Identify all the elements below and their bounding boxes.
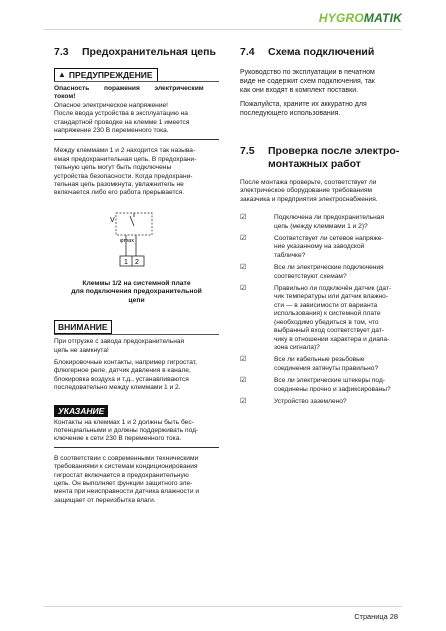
warning-triangle-icon: ▲ bbox=[58, 70, 66, 79]
page-header bbox=[0, 0, 446, 40]
checkbox-icon: ☑ bbox=[240, 397, 247, 405]
checklist-item-line: Соответствует ли сетевое напряже- bbox=[274, 235, 384, 243]
checklist-item-line: зона сигнала)? bbox=[274, 343, 320, 351]
left-column bbox=[54, 46, 219, 505]
circuit-text-line: устройства безопасности. Когда предохрани- bbox=[54, 172, 193, 180]
header-divider bbox=[44, 29, 402, 30]
checkbox-icon: ☑ bbox=[240, 377, 247, 385]
checklist-item-line: Подключена ли предохранительная bbox=[274, 214, 385, 222]
warning-text-line: После ввода устройства в эксплуатацию на bbox=[54, 110, 188, 118]
s75-intro-line: электрическое оборудование требованиям bbox=[240, 187, 373, 195]
checklist-item-line: цепь (между клеммами 1 и 2)? bbox=[274, 222, 368, 230]
checklist-item-line: соединены прочно и зафиксированы? bbox=[274, 385, 391, 393]
final-text-line: В соответствии с современными техническими bbox=[54, 454, 199, 462]
checklist bbox=[240, 214, 405, 406]
s75-title-line: Проверка после электро- bbox=[268, 145, 400, 157]
attention-text-line: цепь не замкнута! bbox=[54, 346, 109, 354]
warning-text-line: напряжение 230 В переменного тока. bbox=[54, 127, 169, 135]
s74-text-line: как они входят в комплект поставки. bbox=[240, 87, 359, 94]
checklist-item-line: чик температуры или датчик влажно- bbox=[274, 293, 389, 301]
checklist-item-line: Все ли электрические штекеры под- bbox=[274, 377, 385, 385]
checkbox-icon: ☑ bbox=[240, 264, 247, 272]
diagram-phi-label: φmax bbox=[120, 237, 134, 244]
terminal-1-label: 1 bbox=[124, 258, 128, 266]
diagram-caption-line: Клеммы 1/2 на системной плате bbox=[82, 279, 191, 287]
final-text-line: мента при неисправности датчика влажности и bbox=[54, 488, 200, 496]
checkbox-icon: ☑ bbox=[240, 235, 247, 243]
contacts-text-line: блокировка воздуха и т.д., устанавливаются bbox=[54, 375, 189, 383]
warning-bold-line-1: Опасность поражения электрическим bbox=[54, 85, 204, 92]
s75-intro-line: заказчика и предприятия электроснабжения. bbox=[240, 195, 378, 203]
page-number: Страница 28 bbox=[354, 612, 398, 621]
section-7-4-heading: 7.4 Схема подключений bbox=[240, 46, 375, 58]
checklist-item-line: сти — в зависимости от варианта bbox=[274, 301, 378, 309]
checklist-item bbox=[240, 377, 405, 394]
checkbox-icon: ☑ bbox=[240, 356, 247, 364]
s74-text-line: Пожалуйста, храните их аккуратно для bbox=[240, 101, 367, 108]
right-column bbox=[240, 46, 405, 410]
checklist-item bbox=[240, 235, 405, 260]
circuit-text-line: емая предохранительная цепь. В предохрани- bbox=[54, 155, 197, 163]
contacts-text-line: последовательно между клеммами 1 и 2. bbox=[54, 384, 181, 392]
checklist-item-line: табличке? bbox=[274, 251, 306, 259]
checklist-item bbox=[240, 264, 405, 281]
section-7-5-heading: 7.5 Проверка после электро- монтажных работ bbox=[240, 145, 400, 170]
circuit-text-line: Между клеммами 1 и 2 находится так называ- bbox=[54, 147, 196, 155]
checklist-item-line: использования) к системной плате bbox=[274, 310, 381, 318]
brand-logo: HYGROMATIK bbox=[318, 11, 402, 25]
checklist-item-line: Все ли кабельные резьбовые bbox=[274, 356, 365, 364]
attention-text-line: При отгрузке с завода предохранительная bbox=[54, 338, 185, 346]
diagram-v-label: V bbox=[110, 216, 115, 224]
checkbox-icon: ☑ bbox=[240, 285, 247, 293]
diagram-caption-line: цепи bbox=[128, 296, 145, 304]
circuit-text-line: включается либо его работа прерывается. bbox=[54, 189, 185, 197]
checklist-item bbox=[240, 214, 405, 231]
warning-text-line: стандартной проводке на клемме 1 имеется bbox=[54, 118, 190, 126]
circuit-text-line: тельную цепь могут быть подключены bbox=[54, 164, 172, 172]
checklist-item-line: Правильно ли подключён датчик (дат- bbox=[274, 285, 392, 293]
warning-bold-line-2: током! bbox=[54, 93, 76, 101]
checklist-item-line: (необходимо убедиться в том, что bbox=[274, 318, 379, 326]
warning-label: ▲ ПРЕДУПРЕЖДЕНИЕ bbox=[54, 68, 158, 82]
diagram-caption-line: для подключения предохранительной bbox=[71, 288, 202, 296]
s75-title-line: монтажных работ bbox=[268, 158, 361, 170]
checklist-item-line: Устройство заземлено? bbox=[274, 397, 347, 405]
s74-text-line: последующего использования. bbox=[240, 110, 341, 117]
final-text-line: требованиями к системам кондиционирования bbox=[54, 463, 198, 471]
checklist-item-line: чику в отношении характера и диапа- bbox=[274, 335, 390, 343]
circuit-text-line: тельная цепь разомкнута, увлажнитель не bbox=[54, 181, 184, 189]
final-text-line: защищает от переизбытка влаги. bbox=[54, 496, 156, 504]
note-text-line: Контакты на клеммах 1 и 2 должны быть бес- bbox=[54, 418, 194, 426]
footer-divider bbox=[44, 606, 402, 607]
attention-label: ВНИМАНИЕ bbox=[54, 320, 112, 334]
note-label: УКАЗАНИЕ bbox=[54, 405, 108, 417]
checkbox-icon: ☑ bbox=[240, 214, 247, 222]
contacts-text-line: Блокировочные контакты, например гигростат, bbox=[54, 358, 197, 366]
contacts-text-line: флюгерное реле, датчик давления в канале, bbox=[54, 367, 191, 375]
checklist-item-line: соединения затянуты правильно? bbox=[274, 364, 379, 372]
checklist-item bbox=[240, 356, 405, 373]
checklist-item-line: ние указанному на заводской bbox=[274, 243, 365, 251]
section-7-3-heading: 7.3 Предохранительная цепь bbox=[54, 46, 216, 58]
warning-text-line: Опасное электрическое напряжение! bbox=[54, 101, 169, 109]
checklist-item-line: выбранный вход соответствует дат- bbox=[274, 327, 385, 335]
s75-intro-line: После монтажа проверьте, соответствует ли bbox=[240, 179, 377, 186]
checklist-item-line: Все ли электрические подключения bbox=[274, 264, 384, 272]
checklist-item-line: соответствуют схемам? bbox=[274, 272, 347, 280]
terminal-2-label: 2 bbox=[135, 258, 139, 266]
checklist-item bbox=[240, 398, 405, 406]
note-text-line: потенциальными и должны поддерживать под- bbox=[54, 426, 199, 434]
final-text-line: цепь. Он выполняет функции защитного эле- bbox=[54, 479, 193, 487]
s74-text-line: Руководство по эксплуатации в печатном bbox=[240, 69, 375, 76]
checklist-item bbox=[240, 285, 405, 352]
s74-text-line: виде не содержит схем подключения, так bbox=[240, 78, 375, 85]
final-text-line: гигростат включается в предохранительную bbox=[54, 471, 189, 479]
note-text-line: ключение к сети 230 В переменного тока. bbox=[54, 435, 182, 443]
terminal-diagram bbox=[54, 208, 219, 280]
